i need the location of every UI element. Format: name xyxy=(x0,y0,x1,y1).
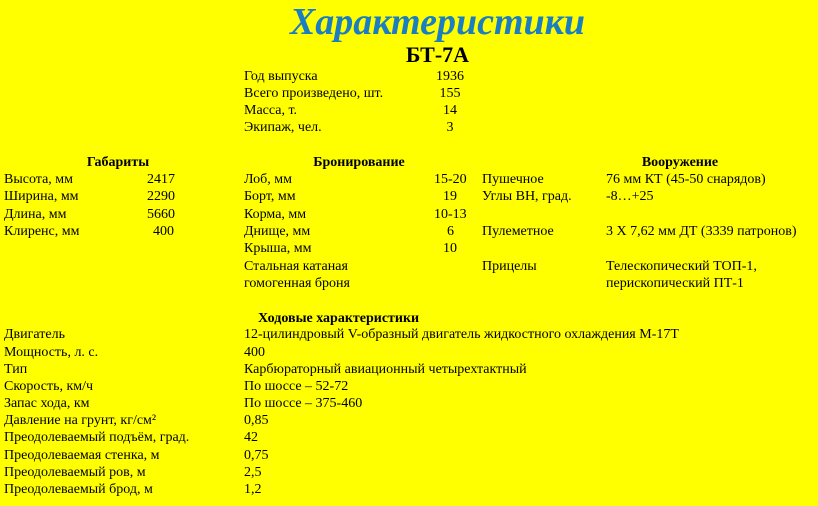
armor-heading: Бронирование xyxy=(313,155,405,170)
dimension-label: Высота, мм xyxy=(4,172,73,187)
mobility-label: Скорость, км/ч xyxy=(4,379,94,394)
mobility-label: Двигатель xyxy=(4,327,65,342)
mobility-label: Запас хода, км xyxy=(4,396,90,411)
armament-heading: Вооружение xyxy=(641,155,719,170)
armament-label: Углы ВН, град. xyxy=(482,189,572,204)
dimensions-heading: Габариты xyxy=(86,155,150,170)
mobility-label: Тип xyxy=(4,362,28,377)
general-value: 155 xyxy=(439,86,461,101)
dimension-value: 5660 xyxy=(147,207,175,222)
general-label: Экипаж, чел. xyxy=(244,120,322,135)
armor-value: 10-13 xyxy=(434,207,467,222)
armor-label: Крыша, мм xyxy=(244,241,312,256)
mobility-value: 400 xyxy=(244,345,265,360)
armament-value: перископический ПТ-1 xyxy=(606,276,744,291)
dimension-value: 2290 xyxy=(147,189,175,204)
mobility-label: Давление на грунт, кг/см² xyxy=(4,413,157,428)
mobility-label: Преодолеваемая стенка, м xyxy=(4,448,160,463)
general-label: Всего произведено, шт. xyxy=(244,86,384,101)
mobility-value: 1,2 xyxy=(244,482,262,497)
mobility-value: Карбюраторный авиационный четырехтактный xyxy=(244,362,527,377)
armament-value: Телескопический ТОП-1, xyxy=(606,259,757,274)
page-title: Характеристики xyxy=(289,1,586,43)
mobility-heading: Ходовые характеристики xyxy=(258,311,420,326)
armor-label: Днище, мм xyxy=(244,224,311,239)
general-value: 3 xyxy=(446,120,454,135)
armament-label: Пулеметное xyxy=(482,224,554,239)
armor-note: гомогенная броня xyxy=(244,276,350,291)
armament-value: -8…+25 xyxy=(606,189,654,204)
mobility-value: 2,5 xyxy=(244,465,262,480)
dimension-label: Клиренс, мм xyxy=(4,224,80,239)
model-name: БТ-7А xyxy=(405,42,470,67)
mobility-value: По шоссе – 375-460 xyxy=(244,396,363,411)
mobility-label: Преодолеваемый брод, м xyxy=(4,482,153,497)
armament-value: 3 Х 7,62 мм ДТ (3339 патронов) xyxy=(606,224,797,239)
armor-value: 10 xyxy=(443,241,457,256)
mobility-value: 0,75 xyxy=(244,448,269,463)
mobility-value: 0,85 xyxy=(244,413,269,428)
armor-value: 6 xyxy=(447,224,454,239)
armor-label: Борт, мм xyxy=(244,189,296,204)
armament-label: Пушечное xyxy=(482,172,544,187)
armor-label: Корма, мм xyxy=(244,207,307,222)
mobility-value: 42 xyxy=(244,430,258,445)
general-value: 14 xyxy=(443,103,457,118)
general-label: Масса, т. xyxy=(244,103,298,118)
armament-label: Прицелы xyxy=(482,259,537,274)
mobility-value: 12-цилиндровый V-образный двигатель жидкостного охлаждения М-17Т xyxy=(244,327,679,342)
mobility-label: Преодолеваемый подъём, град. xyxy=(4,430,190,445)
mobility-label: Мощность, л. с. xyxy=(4,345,99,360)
general-label: Год выпуска xyxy=(244,69,318,84)
armor-value: 15-20 xyxy=(434,172,467,187)
armament-value: 76 мм КТ (45-50 снарядов) xyxy=(606,172,766,187)
dimension-label: Ширина, мм xyxy=(4,189,79,204)
mobility-value: По шоссе – 52-72 xyxy=(244,379,349,394)
armor-label: Лоб, мм xyxy=(244,172,292,187)
dimension-value: 2417 xyxy=(147,172,175,187)
general-value: 1936 xyxy=(436,69,464,84)
armor-value: 19 xyxy=(443,189,457,204)
mobility-label: Преодолеваемый ров, м xyxy=(4,465,146,480)
armor-note: Стальная катаная xyxy=(244,259,348,274)
dimension-label: Длина, мм xyxy=(4,207,67,222)
dimension-value: 400 xyxy=(153,224,174,239)
